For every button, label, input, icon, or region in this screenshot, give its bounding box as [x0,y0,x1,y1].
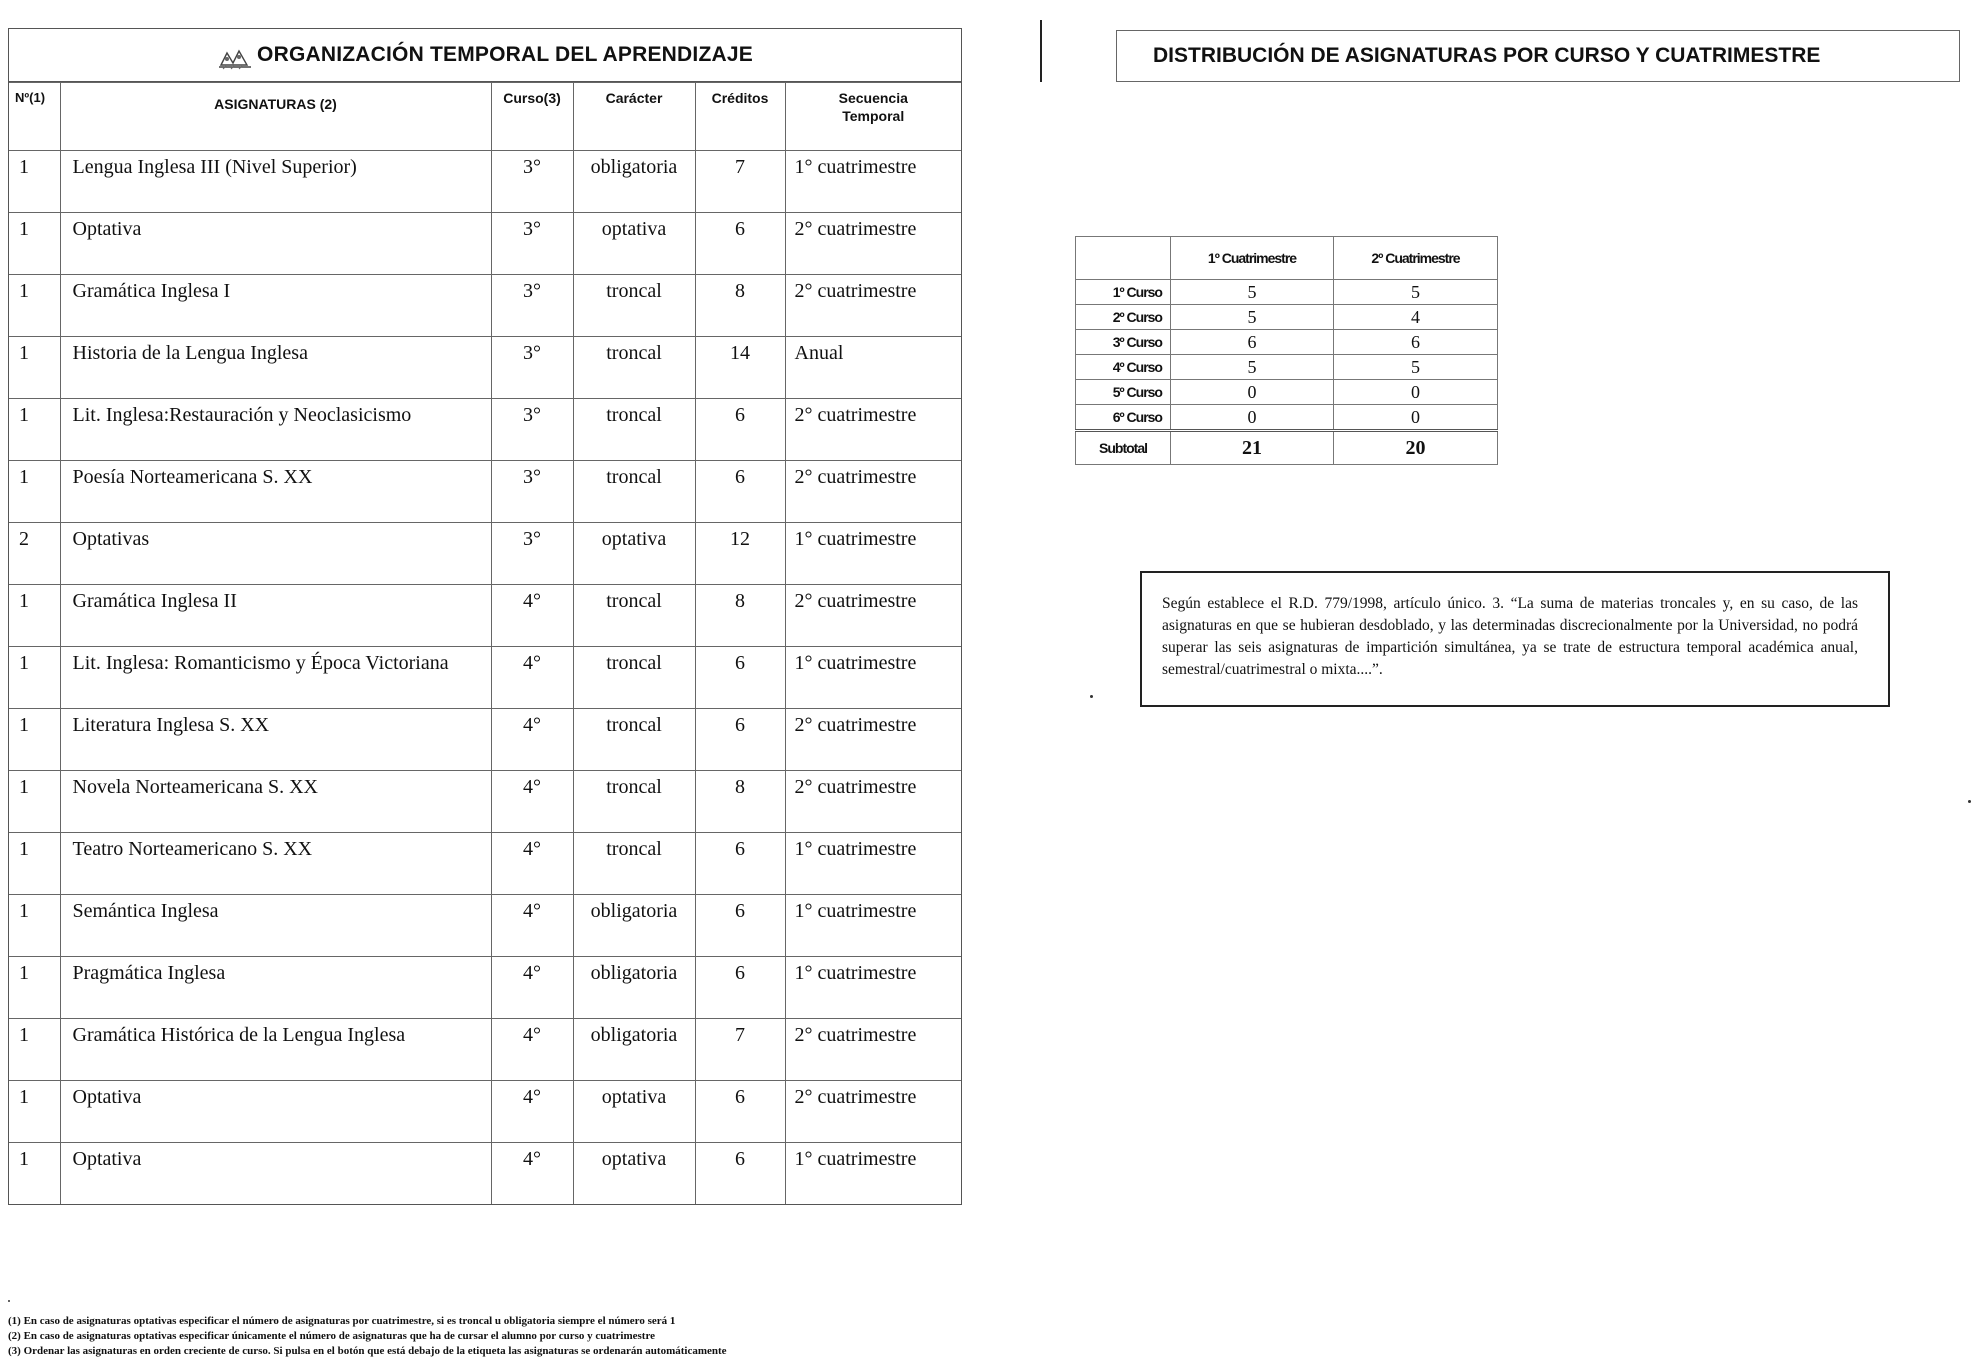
row-asignatura: Semántica Inglesa [60,895,491,957]
header-num: Nº(1) [9,83,60,151]
summary-row-label: 1º Curso [1076,280,1171,305]
row-secuencia: 2° cuatrimestre [785,771,961,833]
summary-c2: 4 [1334,305,1498,330]
row-asignatura: Optativa [60,1143,491,1205]
row-secuencia: Anual [785,337,961,399]
legal-note-text: Según establece el R.D. 779/1998, artículo único. 3. “La suma de materias troncales y, en su caso, de las asignaturas en que se hubieran desdoblado, y las determinadas discrecionalmente por la Universidad, no podrá superar las seis asignaturas de impartición simultánea, ya se trate de estructura temporal académica anual, semestral/cuatrimestral o mixta....”. [1162,595,1858,678]
row-asignatura: Lit. Inglesa: Romanticismo y Época Victoriana [60,647,491,709]
row-asignatura: Poesía Norteamericana S. XX [60,461,491,523]
row-num: 1 [9,337,60,399]
table-row [9,523,961,585]
row-curso: 3° [491,523,573,585]
row-secuencia: 1° cuatrimestre [785,151,961,213]
row-asignatura: Optativas [60,523,491,585]
footnote-2: (2) En caso de asignaturas optativas especificar únicamente el número de asignaturas que ha de cursar el alumno por curso y cuatrimestre [8,1330,656,1342]
row-curso: 4° [491,771,573,833]
row-caracter: troncal [573,461,695,523]
main-table-title [9,29,961,82]
row-curso: 3° [491,337,573,399]
row-secuencia: 1° cuatrimestre [785,523,961,585]
row-num: 1 [9,833,60,895]
row-asignatura: Novela Norteamericana S. XX [60,771,491,833]
row-num: 1 [9,1081,60,1143]
row-creditos: 14 [695,337,785,399]
row-caracter: troncal [573,833,695,895]
row-caracter: obligatoria [573,957,695,1019]
row-secuencia: 2° cuatrimestre [785,1019,961,1081]
row-curso: 4° [491,1143,573,1205]
row-asignatura: Pragmática Inglesa [60,957,491,1019]
row-asignatura: Teatro Norteamericano S. XX [60,833,491,895]
row-creditos: 6 [695,1143,785,1205]
row-num: 1 [9,895,60,957]
row-caracter: optativa [573,1081,695,1143]
row-creditos: 6 [695,213,785,275]
row-curso: 3° [491,275,573,337]
summary-c1: 5 [1171,305,1334,330]
row-curso: 4° [491,833,573,895]
table-row [9,647,961,709]
summary-row [1076,280,1498,305]
row-creditos: 6 [695,895,785,957]
row-secuencia: 1° cuatrimestre [785,1143,961,1205]
header-caracter: Carácter [573,83,695,151]
table-row [9,461,961,523]
row-secuencia: 2° cuatrimestre [785,213,961,275]
subtotal-c2: 20 [1334,431,1498,465]
main-title-text: ORGANIZACIÓN TEMPORAL DEL APRENDIZAJE [257,43,753,66]
table-row [9,771,961,833]
header-curso: Curso(3) [491,83,573,151]
row-num: 1 [9,709,60,771]
table-row [9,275,961,337]
row-num: 1 [9,275,60,337]
row-curso: 4° [491,895,573,957]
row-num: 1 [9,1019,60,1081]
row-secuencia: 1° cuatrimestre [785,833,961,895]
row-num: 1 [9,213,60,275]
row-num: 1 [9,1143,60,1205]
row-curso: 3° [491,461,573,523]
summary-header-c1: 1º Cuatrimestre [1171,237,1334,280]
row-creditos: 6 [695,1081,785,1143]
row-caracter: troncal [573,771,695,833]
row-asignatura: Gramática Inglesa I [60,275,491,337]
summary-c2: 5 [1334,355,1498,380]
row-caracter: troncal [573,585,695,647]
summary-row-label: 2º Curso [1076,305,1171,330]
row-caracter: obligatoria [573,151,695,213]
row-creditos: 7 [695,1019,785,1081]
table-row [9,399,961,461]
row-creditos: 8 [695,771,785,833]
table-row [9,213,961,275]
summary-c2: 5 [1334,280,1498,305]
row-caracter: troncal [573,399,695,461]
footnote-1: (1) En caso de asignaturas optativas especificar el número de asignaturas por cuatrimestre, si es troncal u obligatoria siempre el número será 1 [8,1315,676,1327]
subtotal-c1: 21 [1171,431,1334,465]
row-secuencia: 2° cuatrimestre [785,1081,961,1143]
summary-c1: 5 [1171,355,1334,380]
row-secuencia: 2° cuatrimestre [785,585,961,647]
table-header-row [9,83,961,151]
footnote-3: (3) Ordenar las asignaturas en orden creciente de curso. Si pulsa en el botón que está debajo de la etiqueta las asignaturas se ordenarán automáticamente [8,1345,727,1357]
row-caracter: troncal [573,337,695,399]
row-asignatura: Optativa [60,213,491,275]
table-row [9,1143,961,1205]
row-curso: 4° [491,709,573,771]
row-creditos: 12 [695,523,785,585]
distribution-title-text: DISTRIBUCIÓN DE ASIGNATURAS POR CURSO Y CUATRIMESTRE [1153,44,1821,67]
table-row [9,833,961,895]
distribution-summary-table [1075,236,1498,465]
row-secuencia: 2° cuatrimestre [785,399,961,461]
summary-c1: 0 [1171,380,1334,405]
row-num: 1 [9,771,60,833]
row-creditos: 6 [695,647,785,709]
row-secuencia: 2° cuatrimestre [785,275,961,337]
row-creditos: 6 [695,709,785,771]
row-caracter: optativa [573,523,695,585]
row-secuencia: 2° cuatrimestre [785,709,961,771]
row-num: 1 [9,399,60,461]
summary-c2: 0 [1334,380,1498,405]
row-num: 1 [9,585,60,647]
row-caracter: obligatoria [573,895,695,957]
summary-c1: 0 [1171,405,1334,431]
summary-c1: 5 [1171,280,1334,305]
course-table [9,82,961,1204]
row-curso: 4° [491,585,573,647]
row-num: 1 [9,647,60,709]
row-num: 2 [9,523,60,585]
row-asignatura: Lit. Inglesa:Restauración y Neoclasicismo [60,399,491,461]
subtotal-label: Subtotal [1076,431,1171,465]
row-creditos: 6 [695,399,785,461]
row-curso: 4° [491,1019,573,1081]
row-secuencia: 1° cuatrimestre [785,957,961,1019]
table-row [9,337,961,399]
row-num: 1 [9,151,60,213]
row-creditos: 6 [695,833,785,895]
row-curso: 4° [491,1081,573,1143]
row-creditos: 8 [695,585,785,647]
summary-row-label: 6º Curso [1076,405,1171,431]
row-caracter: optativa [573,1143,695,1205]
row-caracter: troncal [573,647,695,709]
summary-row [1076,330,1498,355]
row-asignatura: Gramática Inglesa II [60,585,491,647]
summary-header-row [1076,237,1498,280]
table-row [9,1019,961,1081]
row-creditos: 8 [695,275,785,337]
row-caracter: optativa [573,213,695,275]
summary-row [1076,305,1498,330]
table-row [9,709,961,771]
summary-row-label: 5º Curso [1076,380,1171,405]
summary-c2: 6 [1334,330,1498,355]
organizacion-temporal-table [8,28,962,1205]
row-num: 1 [9,957,60,1019]
header-creditos: Créditos [695,83,785,151]
table-row [9,895,961,957]
scan-speck [1090,695,1093,698]
row-creditos: 7 [695,151,785,213]
row-caracter: obligatoria [573,1019,695,1081]
row-asignatura: Optativa [60,1081,491,1143]
row-secuencia: 1° cuatrimestre [785,647,961,709]
footnotes [8,1314,727,1359]
table-row [9,957,961,1019]
summary-row-label: 3º Curso [1076,330,1171,355]
summary-c2: 0 [1334,405,1498,431]
row-creditos: 6 [695,957,785,1019]
summary-row [1076,355,1498,380]
summary-corner-cell [1076,237,1171,280]
summary-row-label: 4º Curso [1076,355,1171,380]
row-asignatura: Lengua Inglesa III (Nivel Superior) [60,151,491,213]
row-asignatura: Gramática Histórica de la Lengua Inglesa [60,1019,491,1081]
row-asignatura: Literatura Inglesa S. XX [60,709,491,771]
header-secuencia: Secuencia Temporal [785,83,961,151]
row-secuencia: 1° cuatrimestre [785,895,961,957]
summary-row [1076,380,1498,405]
row-caracter: troncal [573,709,695,771]
table-row [9,585,961,647]
row-curso: 4° [491,957,573,1019]
scan-speck [8,1300,10,1302]
summary-header-c2: 2º Cuatrimestre [1334,237,1498,280]
distribution-title [1116,30,1960,82]
row-caracter: troncal [573,275,695,337]
summary-subtotal-row [1076,431,1498,465]
row-curso: 3° [491,151,573,213]
summary-c1: 6 [1171,330,1334,355]
row-curso: 3° [491,399,573,461]
header-asignaturas: ASIGNATURAS (2) [60,83,491,151]
summary-row [1076,405,1498,431]
table-row [9,1081,961,1143]
row-creditos: 6 [695,461,785,523]
table-row [9,151,961,213]
row-curso: 3° [491,213,573,275]
row-num: 1 [9,461,60,523]
scan-speck [1968,800,1971,803]
university-logo-icon [217,45,253,71]
row-asignatura: Historia de la Lengua Inglesa [60,337,491,399]
row-curso: 4° [491,647,573,709]
vertical-divider [1040,20,1042,82]
row-secuencia: 2° cuatrimestre [785,461,961,523]
legal-note-box [1140,571,1890,707]
